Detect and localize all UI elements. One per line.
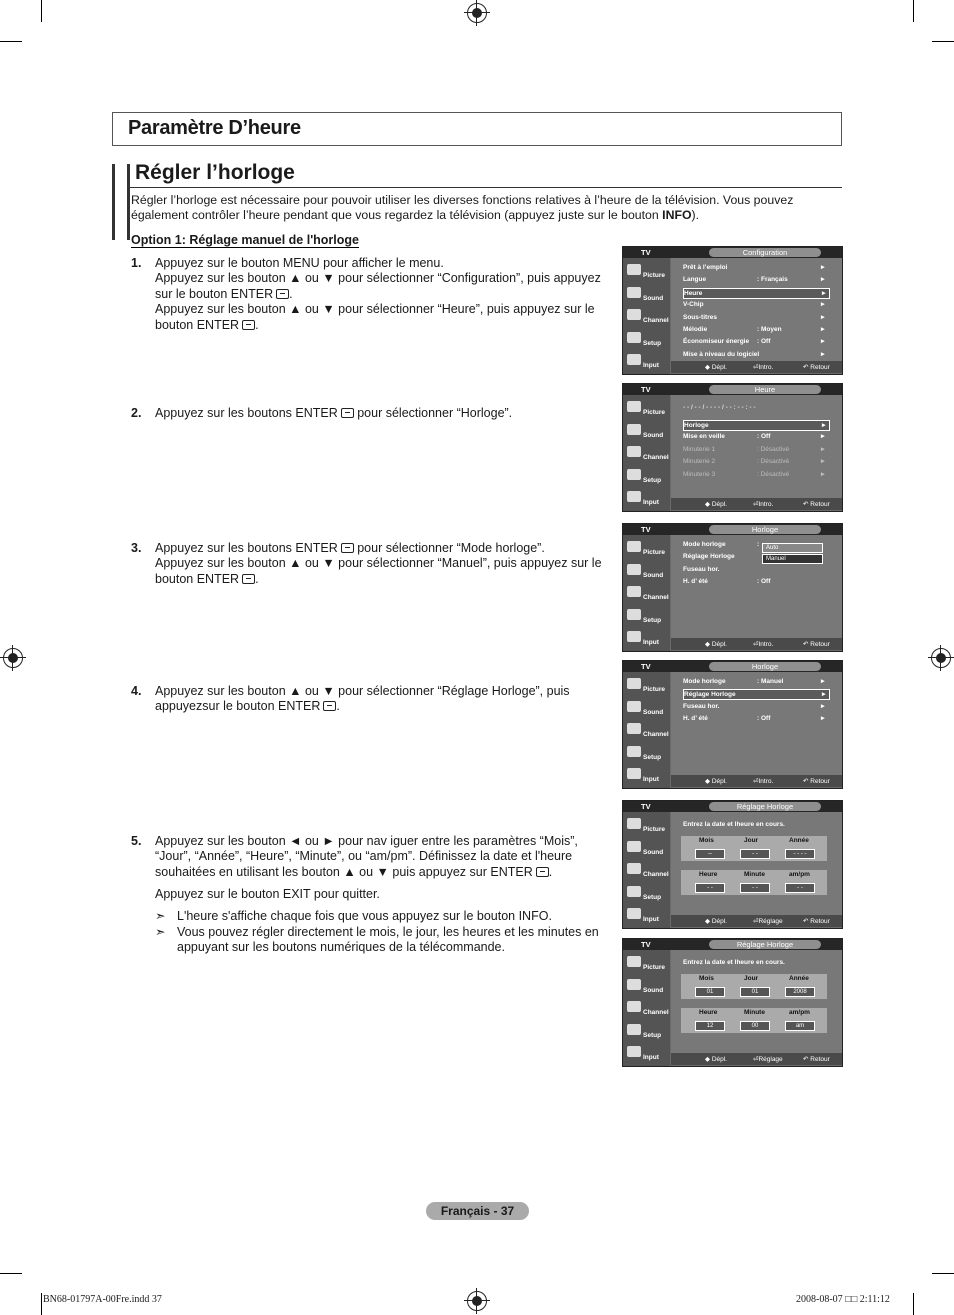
nav-enter: ⏎Réglage — [753, 918, 783, 925]
registration-mark-icon — [931, 648, 951, 668]
field-label: Mois — [699, 837, 714, 844]
menu-item[interactable]: V-Chip ► — [683, 301, 826, 309]
input-icon — [627, 631, 641, 642]
menu-item[interactable]: H. d’ été : Off ► — [683, 715, 826, 723]
nav-move: ◆ Dépl. — [705, 1056, 727, 1063]
tv-nav-bar — [671, 498, 842, 510]
enter-icon — [242, 320, 255, 330]
sound-icon — [627, 287, 641, 298]
subsection-rule — [130, 187, 842, 188]
tv-screen — [622, 246, 843, 375]
channel-icon — [627, 309, 641, 320]
step-number: 2. — [131, 406, 142, 420]
menu-title: Configuration — [709, 248, 821, 257]
menu-item[interactable]: H. d’ été : Off — [683, 578, 771, 586]
intro-paragraph — [131, 193, 831, 223]
sidebar-label: Sound — [643, 986, 664, 994]
tv-header — [623, 524, 842, 535]
menu-title: Horloge — [709, 525, 821, 534]
sound-icon — [627, 424, 641, 435]
section-title-box — [112, 112, 842, 146]
sidebar-label: Setup — [643, 616, 662, 624]
option-heading: Option 1: Réglage manuel de l'horloge — [131, 233, 359, 247]
crop-mark — [913, 0, 914, 22]
field-label: Jour — [744, 837, 759, 844]
step-line: Appuyez sur le bouton MENU pour afficher le menu. — [155, 256, 444, 270]
subsection-title: Régler l’horloge — [135, 161, 295, 184]
note-text: Vous pouvez régler directement le mois, le jour, les heures et les minutes en appuyant sur les boutons numériques de la télécommande. — [177, 925, 599, 955]
sidebar-label: Sound — [643, 431, 664, 439]
menu-item[interactable]: Réglage Horloge — [683, 553, 735, 561]
step-text — [155, 256, 615, 333]
sidebar-label: Sound — [643, 708, 664, 716]
sidebar-label: Setup — [643, 893, 662, 901]
menu-item[interactable]: Fuseau hor. ► — [683, 702, 826, 710]
sidebar-label: Channel — [643, 317, 669, 324]
picture-icon — [627, 264, 641, 275]
nav-move: ◆ Dépl. — [705, 364, 727, 371]
picture-icon — [627, 541, 641, 552]
sidebar-label: Input — [643, 1054, 659, 1061]
tv-sidebar — [623, 672, 670, 788]
menu-item[interactable]: Sous-titres ► — [683, 313, 826, 321]
tv-label: TV — [641, 385, 651, 394]
tv-nav-bar — [671, 361, 842, 373]
tv-nav-bar — [671, 1053, 842, 1065]
enter-icon — [323, 701, 336, 711]
sidebar-label: Channel — [643, 1009, 669, 1016]
sidebar-label: Input — [643, 639, 659, 646]
intro-text: Régler l’horloge est nécessaire pour pouvoir utiliser les diverses fonctions relatives à l’heure de la télévision. Vous pouvez également contrôler l’heure pendant que vous regardez la télévision (appuyez juste sur le bouton — [131, 193, 794, 222]
crop-mark — [932, 1273, 954, 1274]
menu-title: Heure — [709, 385, 821, 394]
sidebar-label: Sound — [643, 848, 664, 856]
enter-icon — [341, 543, 354, 553]
channel-icon — [627, 1001, 641, 1012]
menu-item[interactable]: Prêt à l’emploi ► — [683, 264, 826, 271]
tv-screen — [622, 938, 843, 1067]
nav-move: ◆ Dépl. — [705, 501, 727, 508]
sidebar-label: Picture — [643, 686, 666, 693]
setup-icon — [627, 1024, 641, 1035]
nav-return: ↶ Retour — [803, 918, 830, 925]
popup-option[interactable]: Auto — [762, 543, 823, 553]
sidebar-label: Setup — [643, 1031, 662, 1039]
nav-enter: ⏎Intro. — [753, 501, 774, 508]
field-value[interactable]: - - — [785, 883, 815, 893]
tv-label: TV — [641, 662, 651, 671]
sidebar-label: Sound — [643, 571, 664, 579]
tv-sidebar — [623, 812, 670, 928]
menu-item[interactable]: Heure ► — [683, 288, 830, 299]
tv-header — [623, 247, 842, 258]
picture-icon — [627, 956, 641, 967]
input-icon — [627, 491, 641, 502]
nav-enter: ⏎Intro. — [753, 364, 774, 371]
menu-item[interactable]: Mode horloge : — [683, 541, 760, 548]
nav-return: ↶ Retour — [803, 778, 830, 785]
field-label: Mois — [699, 975, 714, 982]
footer-file: BN68-01797A-00Fre.indd 37 — [43, 1294, 162, 1305]
note-text: L'heure s'affiche chaque fois que vous appuyez sur le bouton INFO. — [177, 909, 552, 923]
nav-return: ↶ Retour — [803, 364, 830, 371]
step-line: Appuyez sur les bouton ▲ ou ▼ pour sélectionner “Heure”, puis appuyez sur le bouton ENTER . — [155, 302, 595, 332]
sidebar-label: Setup — [643, 339, 662, 347]
tv-nav-bar — [671, 638, 842, 650]
field-value[interactable]: 01 — [695, 987, 725, 997]
time-display: - - / - - / - - - - / - - : - - : - - — [683, 404, 756, 411]
setup-icon — [627, 746, 641, 757]
page-number: Français - 37 — [426, 1202, 529, 1220]
setup-icon — [627, 469, 641, 480]
step-number: 4. — [131, 684, 142, 698]
tv-label: TV — [641, 248, 651, 257]
sidebar-label: Input — [643, 499, 659, 506]
tv-header — [623, 661, 842, 672]
field-value[interactable]: - - — [695, 883, 725, 893]
step-line: Appuyez sur les boutons ENTER pour sélectionner “Mode horloge”. — [155, 541, 545, 555]
nav-return: ↶ Retour — [803, 501, 830, 508]
intro-bold: INFO — [662, 208, 692, 222]
field-value[interactable]: - - — [740, 849, 770, 859]
menu-item[interactable]: Horloge ► — [683, 420, 830, 431]
prompt-text: Entrez la date et lheure en cours. — [683, 821, 785, 828]
input-icon — [627, 908, 641, 919]
step-text — [155, 541, 615, 587]
registration-mark-icon — [3, 648, 23, 668]
tv-screen — [622, 523, 843, 652]
popup-option[interactable]: Manuel — [762, 554, 823, 564]
sidebar-label: Setup — [643, 476, 662, 484]
channel-icon — [627, 446, 641, 457]
sidebar-label: Input — [643, 776, 659, 783]
step-line: Appuyez sur les bouton ◄ ou ► pour nav iguer entre les paramètres “Mois”, “Jour”, “Année”, “Heure”, “Minute”, ou “am/pm”. Définissez la date et l'heure souhaitées en utilisant les bouton ▲ ou ▼ puis appuyez sur ENTER . — [155, 834, 578, 879]
field-value[interactable]: - - — [740, 883, 770, 893]
tv-sidebar — [623, 950, 670, 1066]
step-text: Appuyez sur les bouton ▲ ou ▼ pour sélectionner “Réglage Horloge”, puis appuyezsur le bouton ENTER . — [155, 684, 570, 714]
input-icon — [627, 768, 641, 779]
note-arrow-icon: ➣ — [155, 925, 166, 939]
channel-icon — [627, 863, 641, 874]
crop-mark — [932, 41, 954, 42]
step-number: 5. — [131, 834, 142, 848]
field-label: am/pm — [789, 871, 810, 878]
step-text — [155, 834, 615, 903]
tv-main — [671, 258, 842, 363]
channel-icon — [627, 723, 641, 734]
sound-icon — [627, 564, 641, 575]
field-label: am/pm — [789, 1009, 810, 1016]
tv-label: TV — [641, 525, 651, 534]
menu-item[interactable]: Minuterie 2 : Désactivé ► — [683, 458, 826, 466]
menu-item[interactable]: Mode horloge : Manuel ► — [683, 678, 826, 685]
tv-label: TV — [641, 940, 651, 949]
tv-screen — [622, 660, 843, 789]
tv-sidebar — [623, 395, 670, 511]
field-label: Minute — [744, 871, 765, 878]
menu-item[interactable]: Fuseau hor. — [683, 565, 720, 573]
menu-title: Réglage Horloge — [709, 802, 821, 811]
setup-icon — [627, 609, 641, 620]
nav-return: ↶ Retour — [803, 641, 830, 648]
channel-icon — [627, 586, 641, 597]
tv-main — [671, 672, 842, 777]
crop-mark — [0, 41, 22, 42]
tv-screen — [622, 800, 843, 929]
tv-nav-bar — [671, 915, 842, 927]
field-label: Année — [789, 837, 809, 844]
nav-move: ◆ Dépl. — [705, 641, 727, 648]
menu-item[interactable]: Mise à niveau du logiciel ► — [683, 350, 826, 358]
menu-item[interactable]: Langue : Français ► — [683, 276, 826, 284]
field-value[interactable]: 01 — [740, 987, 770, 997]
field-value[interactable]: - - - - — [785, 849, 815, 859]
step-number: 1. — [131, 256, 142, 270]
menu-item[interactable]: Réglage Horloge ► — [683, 689, 830, 700]
crop-mark — [41, 0, 42, 22]
picture-icon — [627, 678, 641, 689]
registration-mark-icon — [467, 3, 487, 23]
crop-mark — [0, 1273, 22, 1274]
sound-icon — [627, 701, 641, 712]
footer-timestamp: 2008-08-07 □□ 2:11:12 — [796, 1294, 890, 1305]
field-value[interactable]: -- — [695, 849, 725, 859]
step-number: 3. — [131, 541, 142, 555]
sidebar-label: Picture — [643, 409, 666, 416]
tv-label: TV — [641, 802, 651, 811]
nav-return: ↶ Retour — [803, 1056, 830, 1063]
setup-icon — [627, 886, 641, 897]
sidebar-label: Picture — [643, 826, 666, 833]
crop-mark — [913, 1293, 914, 1315]
sidebar-label: Input — [643, 362, 659, 369]
tv-screen — [622, 383, 843, 512]
nav-move: ◆ Dépl. — [705, 778, 727, 785]
step-text: Appuyez sur les boutons ENTER pour sélectionner “Horloge”. — [155, 406, 513, 420]
nav-move: ◆ Dépl. — [705, 918, 727, 925]
menu-item[interactable]: Minuterie 1 : Désactivé ► — [683, 445, 826, 453]
field-label: Minute — [744, 1009, 765, 1016]
nav-enter: ⏎Intro. — [753, 641, 774, 648]
sidebar-label: Setup — [643, 753, 662, 761]
sidebar-label: Channel — [643, 594, 669, 601]
enter-icon — [341, 408, 354, 418]
step-line: Appuyez sur les bouton ▲ ou ▼ pour sélectionner “Configuration”, puis appuyez sur le bouton ENTER . — [155, 271, 601, 301]
step-line: Appuyez sur le bouton EXIT pour quitter. — [155, 887, 380, 902]
enter-icon — [276, 289, 289, 299]
step-line: Appuyez sur les bouton ▲ ou ▼ pour sélectionner “Manuel”, puis appuyez sur le bouton ENTER . — [155, 556, 602, 586]
subsection-bar — [112, 164, 130, 240]
field-label: Heure — [699, 1009, 718, 1016]
sound-icon — [627, 841, 641, 852]
note-arrow-icon: ➣ — [155, 909, 166, 923]
tv-header — [623, 939, 842, 950]
sound-icon — [627, 979, 641, 990]
tv-header — [623, 384, 842, 395]
menu-title: Horloge — [709, 662, 821, 671]
setup-icon — [627, 332, 641, 343]
sidebar-label: Input — [643, 916, 659, 923]
tv-sidebar — [623, 535, 670, 651]
enter-icon — [242, 574, 255, 584]
tv-nav-bar — [671, 775, 842, 787]
nav-enter: ⏎Réglage — [753, 1056, 783, 1063]
enter-icon — [536, 867, 549, 877]
field-value[interactable]: 12 — [695, 1021, 725, 1031]
menu-title: Réglage Horloge — [709, 940, 821, 949]
crop-mark — [41, 1293, 42, 1315]
field-label: Jour — [744, 975, 759, 982]
sidebar-label: Picture — [643, 549, 666, 556]
picture-icon — [627, 401, 641, 412]
picture-icon — [627, 818, 641, 829]
sidebar-label: Channel — [643, 731, 669, 738]
sidebar-label: Channel — [643, 454, 669, 461]
sidebar-label: Picture — [643, 964, 666, 971]
menu-item[interactable]: Mélodie : Moyen ► — [683, 326, 826, 333]
field-value[interactable]: am — [785, 1021, 815, 1031]
prompt-text: Entrez la date et lheure en cours. — [683, 959, 785, 966]
field-label: Année — [789, 975, 809, 982]
sidebar-label: Sound — [643, 294, 664, 302]
menu-item[interactable]: Économiseur énergie : Off ► — [683, 338, 826, 346]
field-label: Heure — [699, 871, 718, 878]
input-icon — [627, 354, 641, 365]
sidebar-label: Channel — [643, 871, 669, 878]
registration-mark-icon — [467, 1291, 487, 1311]
sidebar-label: Picture — [643, 272, 666, 279]
field-value[interactable]: 2008 — [785, 987, 815, 997]
section-title: Paramètre D’heure — [128, 117, 301, 139]
intro-end: ). — [691, 208, 700, 222]
input-icon — [627, 1046, 641, 1057]
tv-header — [623, 801, 842, 812]
tv-sidebar — [623, 258, 670, 374]
menu-item[interactable]: Mise en veille : Off ► — [683, 433, 826, 441]
menu-item[interactable]: Minuterie 3 : Désactivé ► — [683, 470, 826, 478]
nav-enter: ⏎Intro. — [753, 778, 774, 785]
field-value[interactable]: 00 — [740, 1021, 770, 1031]
